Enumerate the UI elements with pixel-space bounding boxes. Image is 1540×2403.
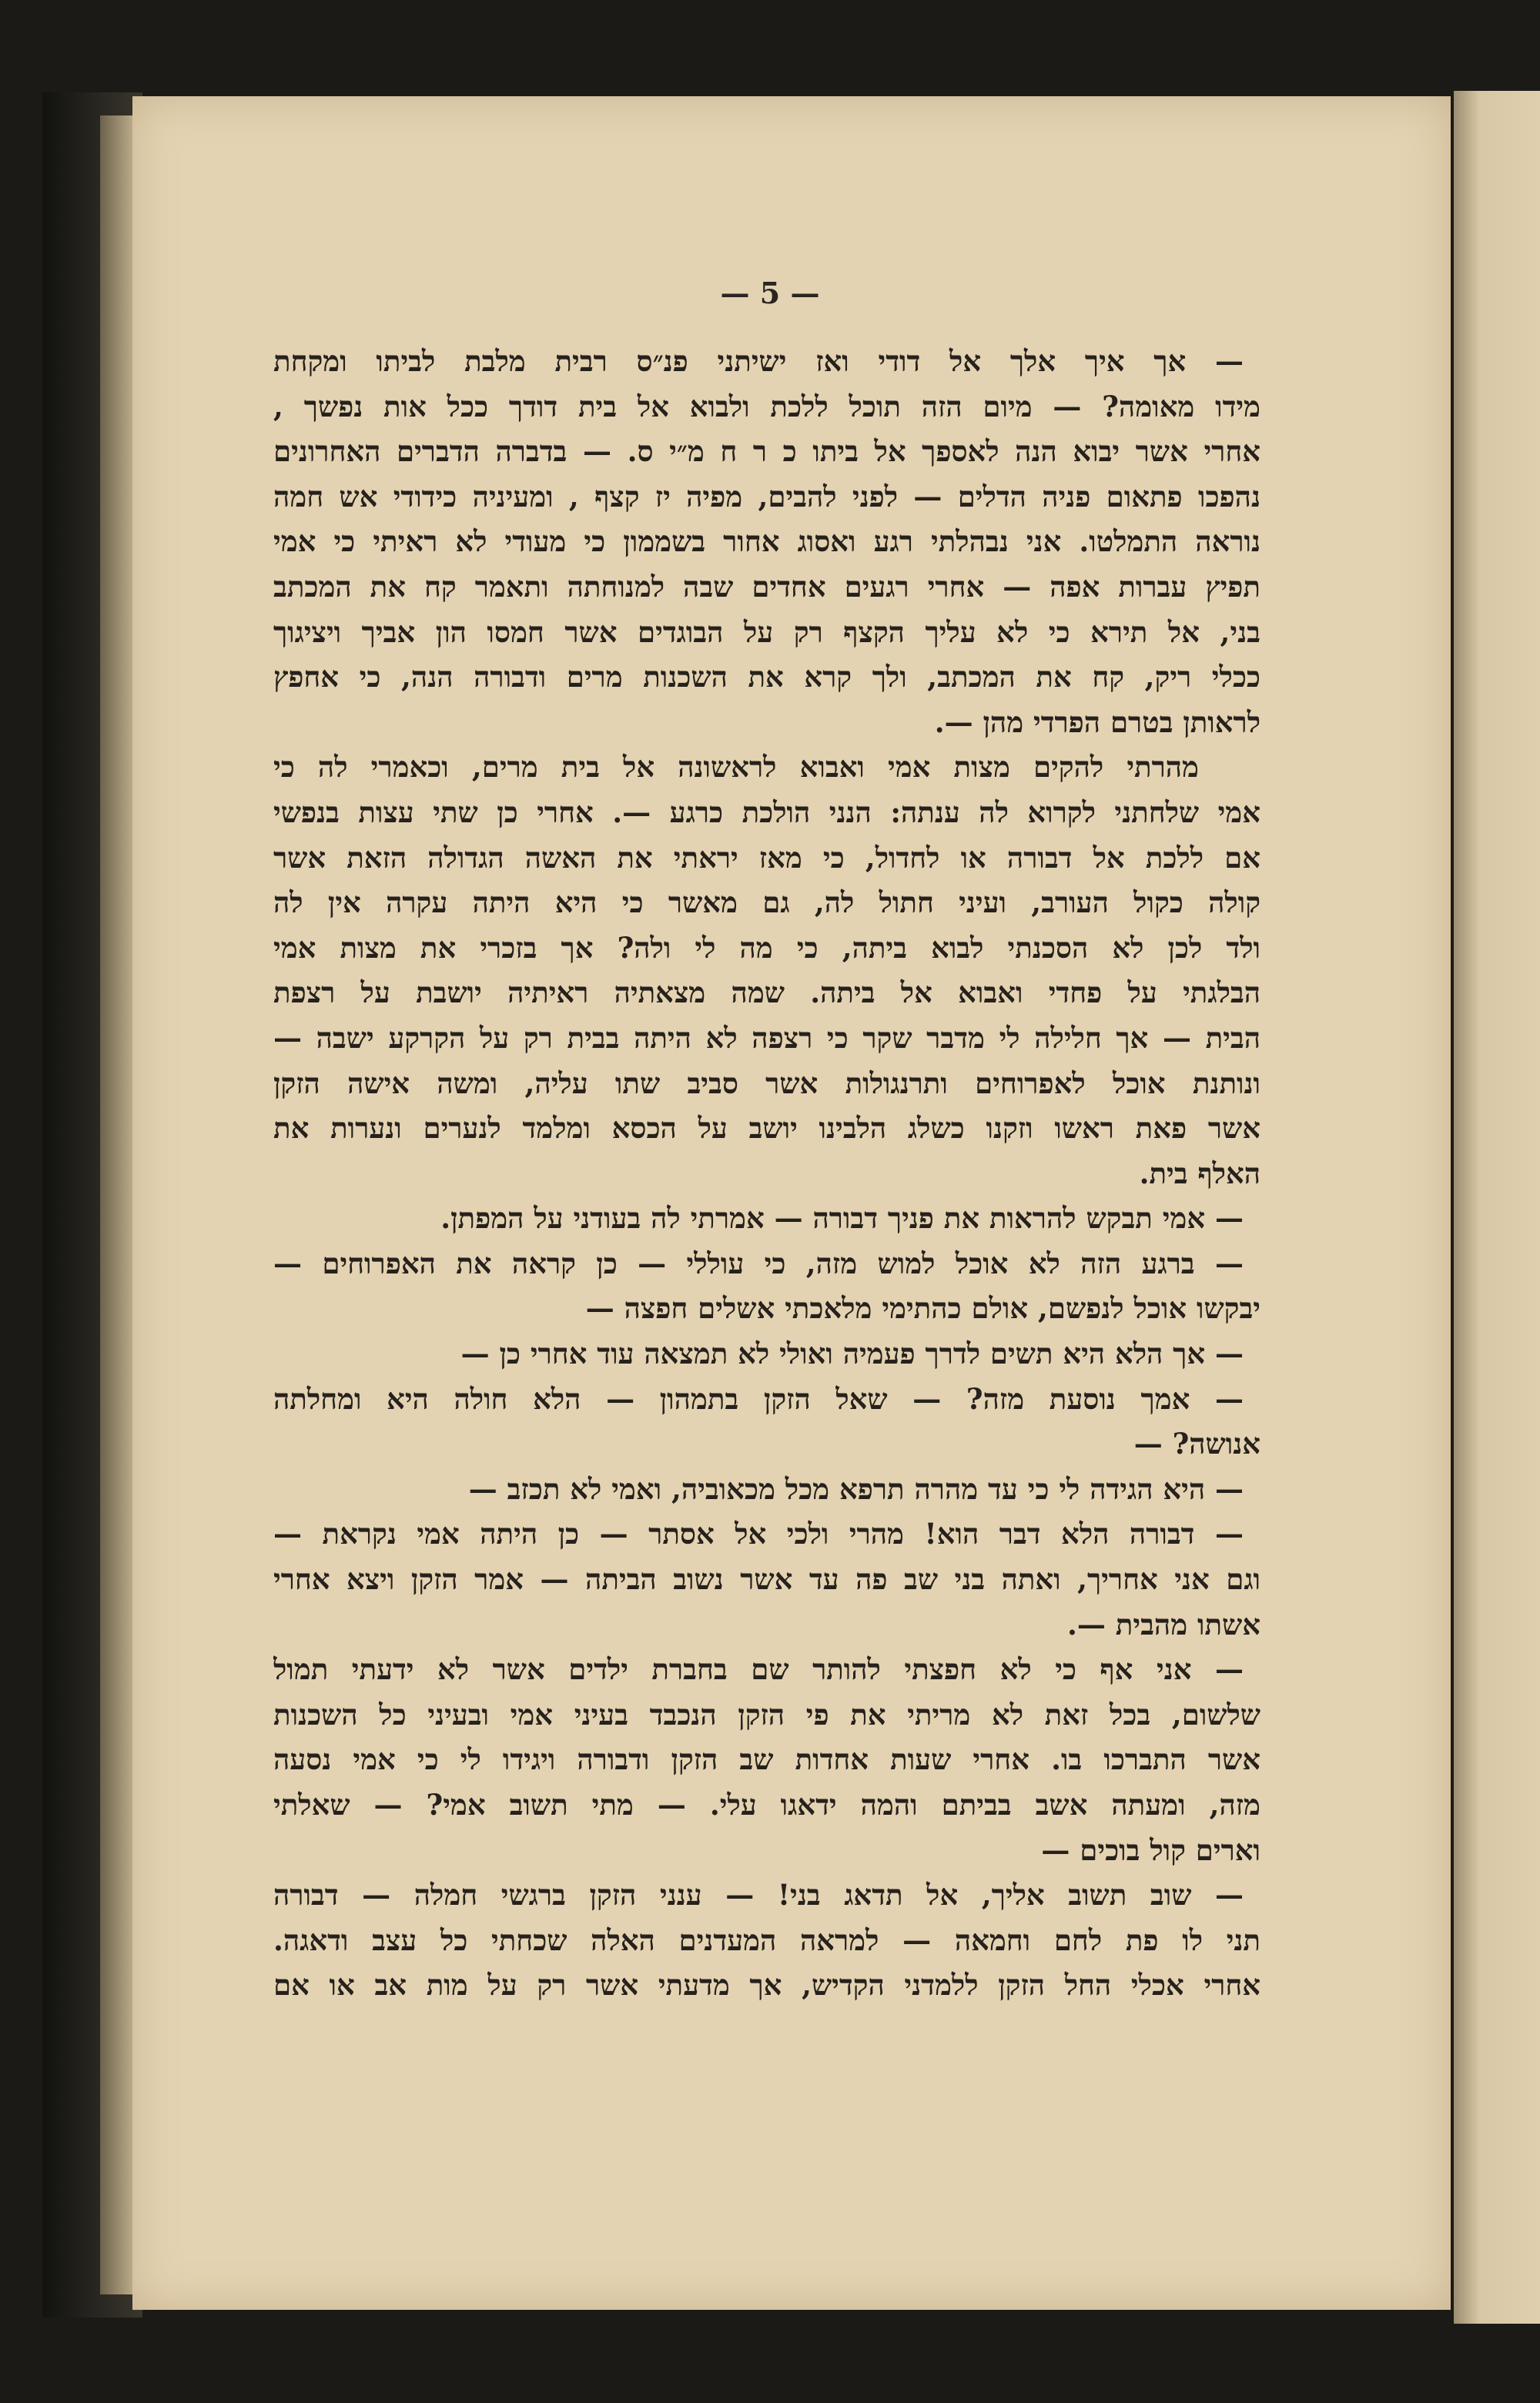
text-line: נהפכו פתאום פניה הדלים — לפני להבים, מפיה יז קצף , ומעיניה כידודי אש חמה (273, 479, 1260, 514)
text-line: אשר פאת ראשו וזקנו כשלג הלבינו יושב על הכסא ומלמד לנערים ונערות את (273, 1111, 1260, 1146)
text-line: וגם אני אחריך, ואתה בני שב פה עד אשר נשוב הביתה — אמר הזקן ויצא אחרי (273, 1562, 1260, 1597)
text-line: בני, אל תירא כי לא עליך הקצף רק על הבוגדים אשר חמסו הון אביך ויציגוך (273, 614, 1260, 649)
text-line: — שוב תשוב אליך, אל תדאג בני! — ענני הזקן ברגשי חמלה — דבורה (273, 1878, 1244, 1913)
text-line: תני לו פת לחם וחמאה — למראה המעדנים האלה שכחתי כל עצב ודאגה. (273, 1923, 1260, 1957)
text-line: — דבורה הלא דבר הוא! מהרי ולכי אל אסתר — כן היתה אמי נקראת — (273, 1517, 1244, 1551)
text-line: מידו מאומה? — מיום הזה תוכל ללכת ולבוא אל בית דודך ככל אות נפשך , (273, 389, 1260, 423)
page-text (273, 339, 1260, 2008)
text-line: אשתו מהבית —. (1067, 1607, 1260, 1642)
text-line: יבקשו אוכל לנפשם, אולם כהתימי מלאכתי אשלים חפצה — (585, 1291, 1260, 1326)
text-line: — היא הגידה לי כי עד מהרה תרפא מכל מכאוביה, ואמי לא תכזב — (468, 1471, 1244, 1506)
text-line: — אמך נוסעת מזה? — שאל הזקן בתמהון — הלא חולה היא ומחלתה (273, 1381, 1244, 1416)
text-line: — אך איך אלך אל דודי ואז ישיתני פנ״ס רבית מלבת לביתו ומקחת (273, 344, 1244, 378)
text-line: אשר התברכו בו. אחרי שעות אחדות שב הזקן ודבורה ויגידו לי כי אמי נסעה (273, 1742, 1260, 1777)
text-line: נוראה התמלטו. אני נבהלתי רגע ואסוג אחור בשממון כי מעודי לא ראיתי כי אמי (273, 524, 1260, 559)
text-line: — אך הלא היא תשים לדרך פעמיה ואולי לא תמצאה עוד אחרי כן — (460, 1337, 1244, 1371)
text-line: קולה כקול העורב, ועיני חתול לה, גם מאשר כי היא היתה עקרה אין לה (273, 885, 1260, 920)
page-number: — 5 — (720, 276, 820, 310)
text-line: האלף בית. (1139, 1156, 1260, 1190)
page-edges (100, 115, 137, 2294)
text-line: ולד לכן לא הסכנתי לבוא ביתה, כי מה לי ולה? אך בזכרי את מצות אמי (273, 930, 1260, 965)
text-line: מזה, ומעתה אשב בביתם והמה ידאגו עלי. — מתי תשוב אמי? — שאלתי (273, 1788, 1260, 1822)
text-line: אנושה? — (1133, 1427, 1260, 1461)
text-line: ונותנת אוכל לאפרוחים ותרנגולות אשר סביב שתו עליה, ומשה אישה הזקן (273, 1066, 1260, 1100)
text-line: תפיץ עברות אפה — אחרי רגעים אחדים שבה למנוחתה ותאמר קח את המכתב (273, 569, 1260, 604)
text-line: ככלי ריק, קח את המכתב, ולך קרא את השכנות מרים ודבורה הנה, כי אחפץ (273, 660, 1260, 694)
text-line: וארים קול בוכים — (1041, 1832, 1260, 1867)
text-line: לראותן בטרם הפרדי מהן —. (934, 705, 1260, 739)
text-line: אחרי אשר יבוא הנה לאספך אל ביתו כ ר ח מ״י ס. — בדברה הדברים האחרונים (273, 434, 1260, 469)
text-line: — אמי תבקש להראות את פניך דבורה — אמרתי לה בעודני על המפתן. (440, 1201, 1244, 1236)
text-line: הבלגתי על פחדי ואבוא אל ביתה. שמה מצאתיה ראיתיה יושבת על רצפת (273, 976, 1260, 1010)
text-line: — ברגע הזה לא אוכל למוש מזה, כי עוללי — כן קראה את האפרוחים — (273, 1246, 1244, 1280)
text-line: אחרי אכלי החל הזקן ללמדני הקדיש, אך מדעתי אשר רק על מות אב או אם (273, 1968, 1260, 2003)
text-line: שלשום, בכל זאת לא מריתי את פי הזקן הנכבד בעיני אמי ובעיני כל השכנות (273, 1697, 1260, 1732)
text-line: הבית — אך חלילה לי מדבר שקר כי רצפה לא היתה בבית רק על הקרקע ישבה — (273, 1020, 1260, 1055)
text-line: — אני אף כי לא חפצתי להותר שם בחברת ילדים אשר לא ידעתי תמול (273, 1652, 1244, 1687)
next-page-strip (1454, 91, 1540, 2324)
text-line: מהרתי להקים מצות אמי ואבוא לראשונה אל בית מרים, וכאמרי לה כי (273, 750, 1199, 785)
text-line: אמי שלחתני לקרוא לה ענתה: הנני הולכת כרגע —. אחרי כן שתי עצות בנפשי (273, 795, 1260, 829)
text-line: אם ללכת אל דבורה או לחדול, כי מאז יראתי את האשה הגדולה הזאת אשר (273, 840, 1260, 875)
